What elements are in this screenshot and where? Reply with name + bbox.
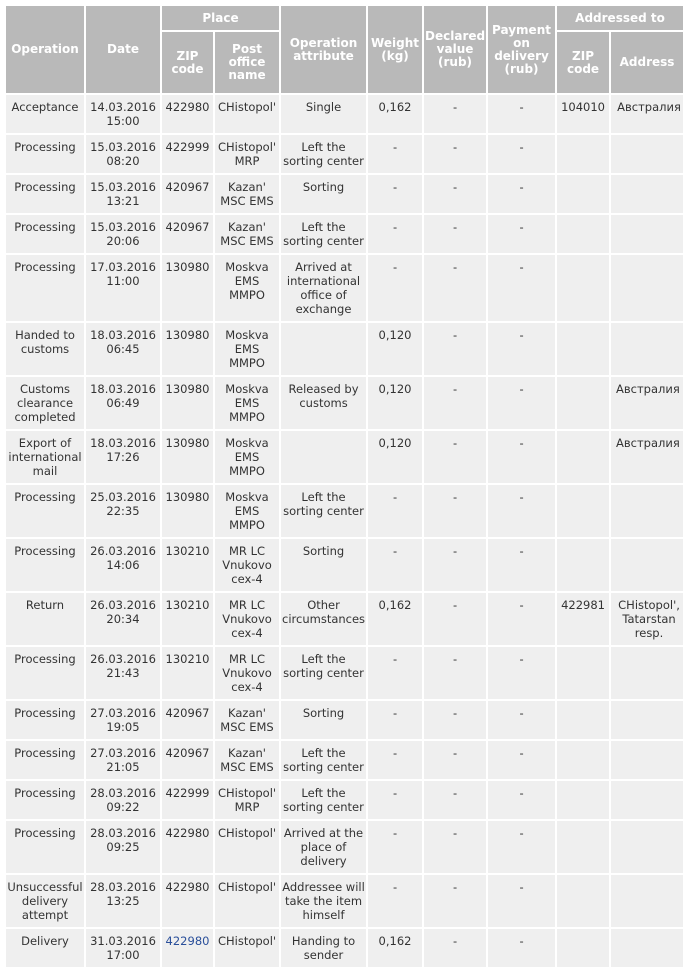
- operation-attribute-cell: Sorting: [281, 175, 366, 213]
- zip-cell: 130980: [162, 431, 213, 483]
- payment-cell: -: [488, 175, 555, 213]
- operation-cell: Acceptance: [6, 95, 84, 133]
- address-cell: [611, 741, 683, 779]
- date-cell: 26.03.2016 20:34: [86, 593, 160, 645]
- operation-attribute-cell: Handing to sender: [281, 929, 366, 967]
- payment-cell: -: [488, 255, 555, 321]
- address-cell: [611, 781, 683, 819]
- zip-cell: 130210: [162, 539, 213, 591]
- addressed-zip-cell: [557, 741, 609, 779]
- declared-value-cell: -: [424, 175, 486, 213]
- declared-value-cell: -: [424, 215, 486, 253]
- addressed-zip-cell: [557, 255, 609, 321]
- address-cell: [611, 929, 683, 967]
- operation-attribute-cell: [281, 323, 366, 375]
- date-cell: 31.03.2016 17:00: [86, 929, 160, 967]
- weight-cell: 0,162: [368, 593, 422, 645]
- address-cell: [611, 485, 683, 537]
- date-cell: 15.03.2016 13:21: [86, 175, 160, 213]
- operation-attribute-cell: [281, 431, 366, 483]
- addressed-zip-cell: [557, 875, 609, 927]
- payment-cell: -: [488, 95, 555, 133]
- address-cell: [611, 539, 683, 591]
- header-operation: Operation: [6, 6, 84, 93]
- table-body: [6, 95, 683, 967]
- date-cell: 28.03.2016 09:25: [86, 821, 160, 873]
- addressed-zip-cell: [557, 431, 609, 483]
- table-row: [6, 701, 683, 739]
- declared-value-cell: -: [424, 95, 486, 133]
- date-cell: 15.03.2016 20:06: [86, 215, 160, 253]
- weight-cell: -: [368, 539, 422, 591]
- operation-cell: Processing: [6, 539, 84, 591]
- operation-attribute-cell: Left the sorting center: [281, 647, 366, 699]
- declared-value-cell: -: [424, 485, 486, 537]
- address-cell: Австралия: [611, 95, 683, 133]
- payment-cell: -: [488, 377, 555, 429]
- zip-cell: 422980: [162, 821, 213, 873]
- table-row: [6, 485, 683, 537]
- operation-attribute-cell: Sorting: [281, 701, 366, 739]
- zip-cell: 130980: [162, 255, 213, 321]
- zip-cell: 420967: [162, 741, 213, 779]
- addressed-zip-cell: [557, 323, 609, 375]
- date-cell: 25.03.2016 22:35: [86, 485, 160, 537]
- payment-cell: -: [488, 701, 555, 739]
- operation-cell: Processing: [6, 175, 84, 213]
- header-operation-attribute: Operation attribute: [281, 6, 366, 93]
- date-cell: 18.03.2016 06:45: [86, 323, 160, 375]
- date-cell: 18.03.2016 17:26: [86, 431, 160, 483]
- header-weight: Weight (kg): [368, 6, 422, 93]
- header-place: Place: [162, 6, 279, 30]
- table-row: [6, 539, 683, 591]
- addressed-zip-cell: 104010: [557, 95, 609, 133]
- table-row: [6, 431, 683, 483]
- payment-cell: -: [488, 821, 555, 873]
- table-row: [6, 95, 683, 133]
- header-addressed-zip: ZIP code: [557, 32, 609, 93]
- addressed-zip-cell: [557, 929, 609, 967]
- post-office-cell: Kazan' MSC EMS: [215, 741, 279, 779]
- date-cell: 28.03.2016 13:25: [86, 875, 160, 927]
- weight-cell: -: [368, 135, 422, 173]
- payment-cell: -: [488, 647, 555, 699]
- zip-cell: 130210: [162, 647, 213, 699]
- table-row: [6, 175, 683, 213]
- date-cell: 14.03.2016 15:00: [86, 95, 160, 133]
- post-office-cell: CHistopol' MRP: [215, 135, 279, 173]
- addressed-zip-cell: [557, 701, 609, 739]
- declared-value-cell: -: [424, 593, 486, 645]
- operation-cell: Delivery: [6, 929, 84, 967]
- weight-cell: 0,120: [368, 377, 422, 429]
- date-cell: 26.03.2016 14:06: [86, 539, 160, 591]
- weight-cell: -: [368, 215, 422, 253]
- addressed-zip-cell: [557, 647, 609, 699]
- operation-attribute-cell: Left the sorting center: [281, 741, 366, 779]
- payment-cell: -: [488, 929, 555, 967]
- zip-cell: 422980: [162, 875, 213, 927]
- addressed-zip-cell: [557, 175, 609, 213]
- header-address: Address: [611, 32, 683, 93]
- zip-cell: 422999: [162, 135, 213, 173]
- weight-cell: -: [368, 741, 422, 779]
- date-cell: 18.03.2016 06:49: [86, 377, 160, 429]
- operation-cell: Processing: [6, 701, 84, 739]
- weight-cell: -: [368, 175, 422, 213]
- weight-cell: -: [368, 255, 422, 321]
- header-post-office-name: Post office name: [215, 32, 279, 93]
- operation-attribute-cell: Addressee will take the item himself: [281, 875, 366, 927]
- operation-cell: Processing: [6, 821, 84, 873]
- post-office-cell: Kazan' MSC EMS: [215, 701, 279, 739]
- post-office-cell: CHistopol': [215, 929, 279, 967]
- declared-value-cell: -: [424, 929, 486, 967]
- weight-cell: 0,162: [368, 929, 422, 967]
- addressed-zip-cell: [557, 485, 609, 537]
- addressed-zip-cell: [557, 821, 609, 873]
- post-office-cell: MR LC Vnukovo cex-4: [215, 539, 279, 591]
- post-office-cell: Kazan' MSC EMS: [215, 175, 279, 213]
- addressed-zip-cell: [557, 377, 609, 429]
- address-cell: [611, 255, 683, 321]
- payment-cell: -: [488, 485, 555, 537]
- date-cell: 15.03.2016 08:20: [86, 135, 160, 173]
- zip-cell: 130980: [162, 377, 213, 429]
- table-row: [6, 647, 683, 699]
- post-office-cell: Moskva EMS MMPO: [215, 377, 279, 429]
- post-office-cell: MR LC Vnukovo cex-4: [215, 593, 279, 645]
- payment-cell: -: [488, 215, 555, 253]
- post-office-cell: Moskva EMS MMPO: [215, 323, 279, 375]
- zip-cell: 420967: [162, 175, 213, 213]
- date-cell: 26.03.2016 21:43: [86, 647, 160, 699]
- addressed-zip-cell: [557, 135, 609, 173]
- operation-attribute-cell: Other circumstances: [281, 593, 366, 645]
- operation-cell: Customs clearance completed: [6, 377, 84, 429]
- date-cell: 27.03.2016 21:05: [86, 741, 160, 779]
- address-cell: [611, 175, 683, 213]
- header-date: Date: [86, 6, 160, 93]
- address-cell: [611, 647, 683, 699]
- operation-attribute-cell: Arrived at international office of exchange: [281, 255, 366, 321]
- table-row: [6, 215, 683, 253]
- declared-value-cell: -: [424, 701, 486, 739]
- tracking-table: [4, 4, 685, 969]
- address-cell: [611, 323, 683, 375]
- date-cell: 28.03.2016 09:22: [86, 781, 160, 819]
- post-office-cell: CHistopol': [215, 821, 279, 873]
- declared-value-cell: -: [424, 323, 486, 375]
- zip-cell: 130980: [162, 323, 213, 375]
- table-row: [6, 821, 683, 873]
- weight-cell: -: [368, 647, 422, 699]
- zip-cell: 422980: [162, 95, 213, 133]
- operation-cell: Processing: [6, 781, 84, 819]
- header-declared-value: Declared value (rub): [424, 6, 486, 93]
- post-office-cell: Kazan' MSC EMS: [215, 215, 279, 253]
- table-header: [6, 6, 683, 93]
- header-payment-on-delivery: Payment on delivery (rub): [488, 6, 555, 93]
- weight-cell: -: [368, 781, 422, 819]
- post-office-cell: CHistopol': [215, 95, 279, 133]
- post-office-cell: Moskva EMS MMPO: [215, 431, 279, 483]
- address-cell: Австралия: [611, 431, 683, 483]
- table-row: [6, 377, 683, 429]
- table-row: [6, 593, 683, 645]
- payment-cell: -: [488, 593, 555, 645]
- operation-attribute-cell: Single: [281, 95, 366, 133]
- operation-cell: Processing: [6, 255, 84, 321]
- operation-attribute-cell: Left the sorting center: [281, 781, 366, 819]
- date-cell: 27.03.2016 19:05: [86, 701, 160, 739]
- table-row: [6, 135, 683, 173]
- operation-attribute-cell: Left the sorting center: [281, 215, 366, 253]
- payment-cell: -: [488, 135, 555, 173]
- zip-cell: 130980: [162, 485, 213, 537]
- operation-cell: Return: [6, 593, 84, 645]
- addressed-zip-cell: 422981: [557, 593, 609, 645]
- weight-cell: -: [368, 701, 422, 739]
- declared-value-cell: -: [424, 875, 486, 927]
- post-office-cell: Moskva EMS MMPO: [215, 485, 279, 537]
- zip-cell: 420967: [162, 701, 213, 739]
- zip-cell: 130210: [162, 593, 213, 645]
- payment-cell: -: [488, 539, 555, 591]
- declared-value-cell: -: [424, 377, 486, 429]
- operation-cell: Unsuccessful delivery attempt: [6, 875, 84, 927]
- declared-value-cell: -: [424, 431, 486, 483]
- table-row: [6, 875, 683, 927]
- address-cell: [611, 701, 683, 739]
- post-office-cell: CHistopol' MRP: [215, 781, 279, 819]
- address-cell: [611, 875, 683, 927]
- declared-value-cell: -: [424, 135, 486, 173]
- zip-cell: 420967: [162, 215, 213, 253]
- addressed-zip-cell: [557, 539, 609, 591]
- declared-value-cell: -: [424, 647, 486, 699]
- table-row: [6, 781, 683, 819]
- header-place-zip: ZIP code: [162, 32, 213, 93]
- payment-cell: -: [488, 781, 555, 819]
- post-office-cell: MR LC Vnukovo cex-4: [215, 647, 279, 699]
- weight-cell: -: [368, 485, 422, 537]
- operation-cell: Processing: [6, 215, 84, 253]
- declared-value-cell: -: [424, 781, 486, 819]
- operation-cell: Handed to customs: [6, 323, 84, 375]
- address-cell: [611, 135, 683, 173]
- declared-value-cell: -: [424, 255, 486, 321]
- declared-value-cell: -: [424, 539, 486, 591]
- addressed-zip-cell: [557, 781, 609, 819]
- address-cell: CHistopol', Tatarstan resp.: [611, 593, 683, 645]
- operation-cell: Processing: [6, 485, 84, 537]
- table-row: [6, 929, 683, 967]
- operation-attribute-cell: Left the sorting center: [281, 485, 366, 537]
- weight-cell: 0,120: [368, 431, 422, 483]
- operation-cell: Export of international mail: [6, 431, 84, 483]
- weight-cell: 0,162: [368, 95, 422, 133]
- address-cell: [611, 821, 683, 873]
- header-addressed-to: Addressed to: [557, 6, 683, 30]
- operation-attribute-cell: Sorting: [281, 539, 366, 591]
- post-office-cell: Moskva EMS MMPO: [215, 255, 279, 321]
- weight-cell: 0,120: [368, 323, 422, 375]
- addressed-zip-cell: [557, 215, 609, 253]
- operation-attribute-cell: Released by customs: [281, 377, 366, 429]
- weight-cell: -: [368, 821, 422, 873]
- payment-cell: -: [488, 741, 555, 779]
- operation-attribute-cell: Left the sorting center: [281, 135, 366, 173]
- declared-value-cell: -: [424, 821, 486, 873]
- table-row: [6, 323, 683, 375]
- table-row: [6, 741, 683, 779]
- payment-cell: -: [488, 875, 555, 927]
- address-cell: [611, 215, 683, 253]
- operation-cell: Processing: [6, 647, 84, 699]
- date-cell: 17.03.2016 11:00: [86, 255, 160, 321]
- operation-attribute-cell: Arrived at the place of delivery: [281, 821, 366, 873]
- declared-value-cell: -: [424, 741, 486, 779]
- table-row: [6, 255, 683, 321]
- operation-cell: Processing: [6, 741, 84, 779]
- address-cell: Австралия: [611, 377, 683, 429]
- zip-cell: 422999: [162, 781, 213, 819]
- payment-cell: -: [488, 323, 555, 375]
- payment-cell: -: [488, 431, 555, 483]
- post-office-cell: CHistopol': [215, 875, 279, 927]
- zip-cell[interactable]: 422980: [162, 929, 213, 967]
- operation-cell: Processing: [6, 135, 84, 173]
- weight-cell: -: [368, 875, 422, 927]
